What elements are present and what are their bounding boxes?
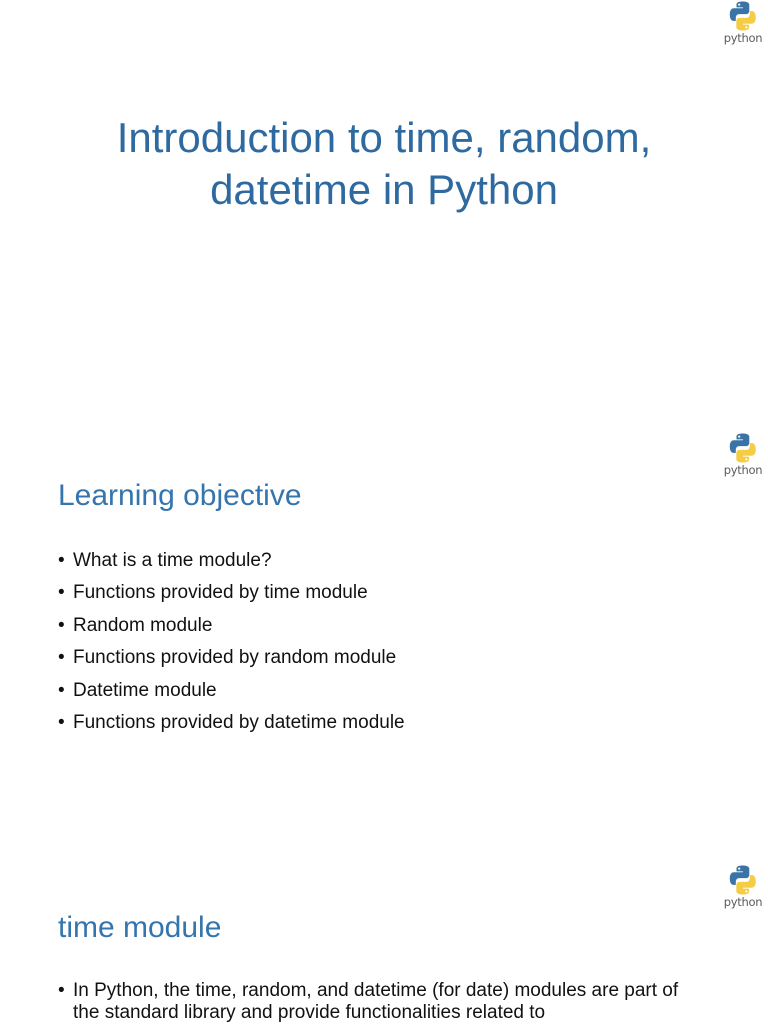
time-module-list (58, 980, 708, 1024)
python-logo (720, 432, 766, 484)
python-logo-icon (727, 0, 759, 32)
python-logo-text: python (723, 463, 763, 477)
time-module-heading: time module (58, 911, 222, 944)
python-logo-text: python (723, 895, 763, 909)
time-module-slide (0, 864, 768, 1024)
learning-objective-slide (0, 432, 768, 864)
python-logo (720, 0, 766, 52)
python-logo-icon (727, 864, 759, 896)
list-item: • Datetime module (58, 675, 405, 707)
list-item: • Functions provided by datetime module (58, 707, 405, 739)
python-logo (720, 864, 766, 916)
objective-list (58, 545, 405, 739)
list-item: • Functions provided by random module (58, 642, 405, 674)
list-item: • Functions provided by time module (58, 577, 405, 609)
list-item: • In Python, the time, random, and datetime (for date) modules are part of the standard library and provide functionalities related to (58, 980, 708, 1024)
title-slide (0, 0, 768, 432)
learning-objective-heading: Learning objective (58, 479, 302, 512)
python-logo-icon (727, 432, 759, 464)
list-item: • What is a time module? (58, 545, 405, 577)
presentation-title: Introduction to time, random, datetime in Python (116, 114, 652, 213)
list-item: • Random module (58, 610, 405, 642)
python-logo-text: python (723, 31, 763, 45)
